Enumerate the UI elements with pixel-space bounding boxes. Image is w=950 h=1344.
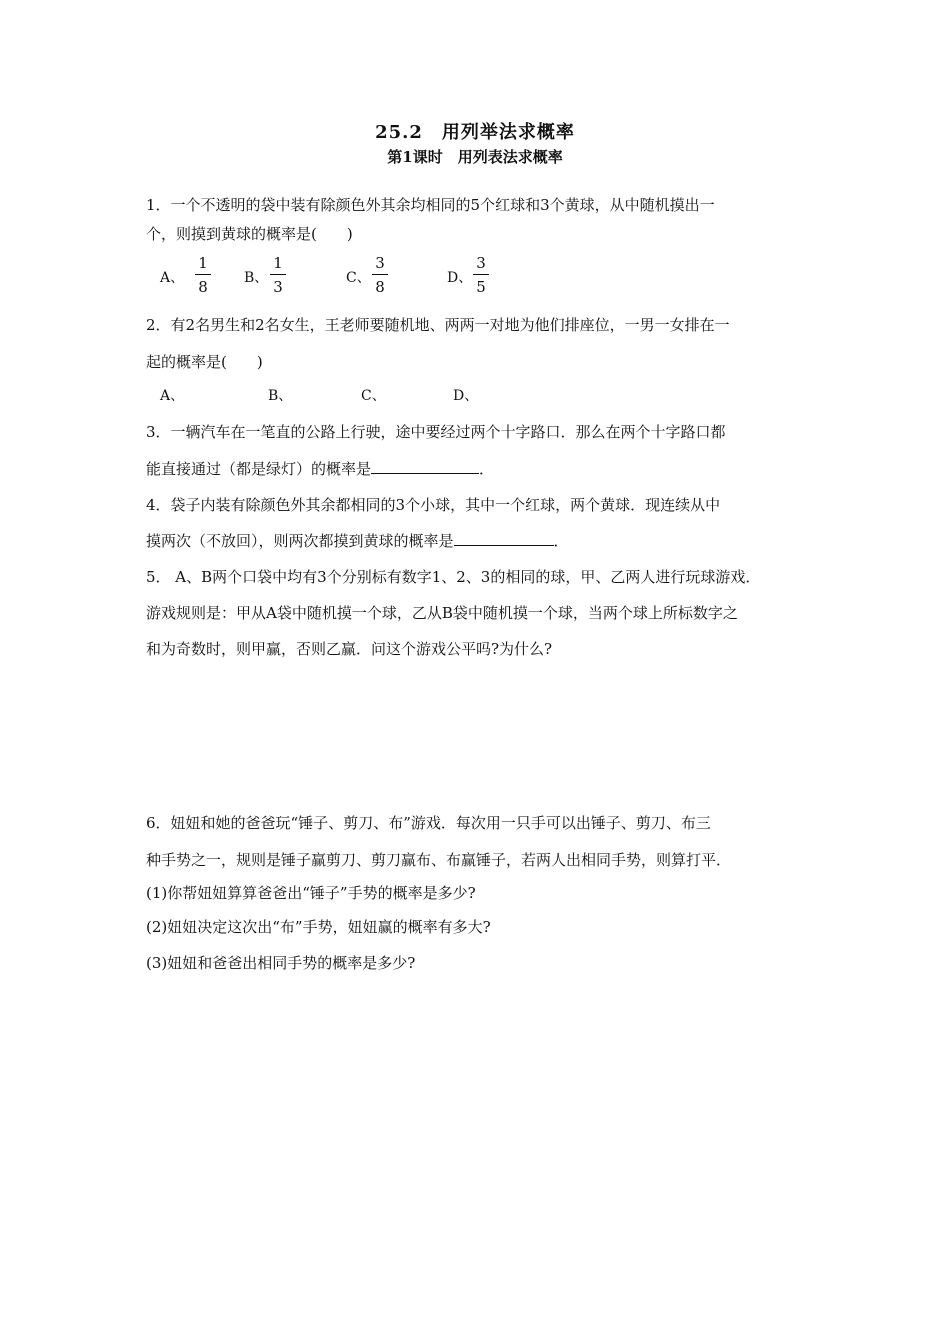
q4-answer-blank[interactable] xyxy=(454,531,554,546)
page-title: 25.2 用列举法求概率 xyxy=(375,122,575,143)
q1-option-b-fraction xyxy=(270,253,286,297)
q2-option-a-label: A、 xyxy=(160,388,185,404)
q5-line-2: 游戏规则是：甲从A袋中随机摸一个球，乙从B袋中随机摸一个球，当两个球上所标数字之 xyxy=(146,604,738,622)
q3-line-2-end: ． xyxy=(479,460,495,478)
fraction-bar xyxy=(372,274,388,275)
q2-option-c-label: C、 xyxy=(361,388,386,404)
q2-option-d-label: D、 xyxy=(453,388,479,404)
q3-line-2 xyxy=(146,459,494,479)
q1-option-d-numerator: 3 xyxy=(476,254,486,272)
q5-line-1: 5． A、B两个口袋中均有3个分别标有数字1、2、3的相同的球，甲、乙两人进行玩球游戏． xyxy=(146,568,761,586)
q6-sub-question-2: (2)妞妞决定这次出“布”手势，妞妞赢的概率有多大? xyxy=(146,918,491,936)
q5-line-3: 和为奇数时，则甲赢，否则乙赢．问这个游戏公平吗?为什么? xyxy=(146,640,553,658)
q1-option-d-fraction xyxy=(473,253,489,297)
q1-option-c-denominator: 8 xyxy=(375,278,385,296)
q1-option-a-numerator: 1 xyxy=(198,254,208,272)
q4-line-2-end: ． xyxy=(553,532,569,550)
page-subtitle: 第1课时 用列表法求概率 xyxy=(387,148,563,166)
q1-option-a-denominator: 8 xyxy=(198,278,208,296)
q1-line-2: 个，则摸到黄球的概率是( ) xyxy=(146,225,353,243)
q1-option-c-numerator: 3 xyxy=(375,254,385,272)
q1-option-b-numerator: 1 xyxy=(273,254,283,272)
q6-sub-question-1: (1)你帮妞妞算算爸爸出“锤子”手势的概率是多少? xyxy=(146,884,476,902)
fraction-bar xyxy=(473,274,489,275)
q2-line-2: 起的概率是( ) xyxy=(146,353,263,371)
q1-option-b-denominator: 3 xyxy=(273,278,283,296)
q1-option-c-label: C、 xyxy=(346,270,371,286)
q2-line-1: 2．有2名男生和2名女生，王老师要随机地、两两一对地为他们排座位，一男一女排在一 xyxy=(146,316,730,334)
q4-line-2 xyxy=(146,531,569,551)
fraction-bar xyxy=(195,274,211,275)
q6-sub-question-3: (3)妞妞和爸爸出相同手势的概率是多少? xyxy=(146,954,416,972)
q4-line-1: 4．袋子内装有除颜色外其余都相同的3个小球，其中一个红球，两个黄球．现连续从中 xyxy=(146,496,721,514)
q3-line-1: 3．一辆汽车在一笔直的公路上行驶，途中要经过两个十字路口．那么在两个十字路口都 xyxy=(146,423,726,441)
q6-line-2: 种手势之一，规则是锤子赢剪刀、剪刀赢布、布赢锤子，若两人出相同手势，则算打平． xyxy=(146,851,732,869)
q1-option-b-label: B、 xyxy=(244,270,269,286)
q2-option-b-label: B、 xyxy=(268,388,293,404)
q1-option-a-fraction xyxy=(195,253,211,297)
q1-option-c-fraction xyxy=(372,253,388,297)
q1-option-a-label: A、 xyxy=(160,270,185,286)
q4-line-2-text: 摸两次（不放回），则两次都摸到黄球的概率是 xyxy=(146,532,454,550)
fraction-bar xyxy=(270,274,286,275)
q3-answer-blank[interactable] xyxy=(371,459,479,474)
q1-option-d-label: D、 xyxy=(447,270,473,286)
q1-option-d-denominator: 5 xyxy=(476,278,486,296)
q6-line-1: 6．妞妞和她的爸爸玩“锤子、剪刀、布”游戏．每次用一只手可以出锤子、剪刀、布三 xyxy=(146,814,711,832)
q3-line-2-text: 能直接通过（都是绿灯）的概率是 xyxy=(146,460,372,478)
q1-line-1: 1．一个不透明的袋中装有除颜色外其余均相同的5个红球和3个黄球，从中随机摸出一 xyxy=(146,196,715,214)
